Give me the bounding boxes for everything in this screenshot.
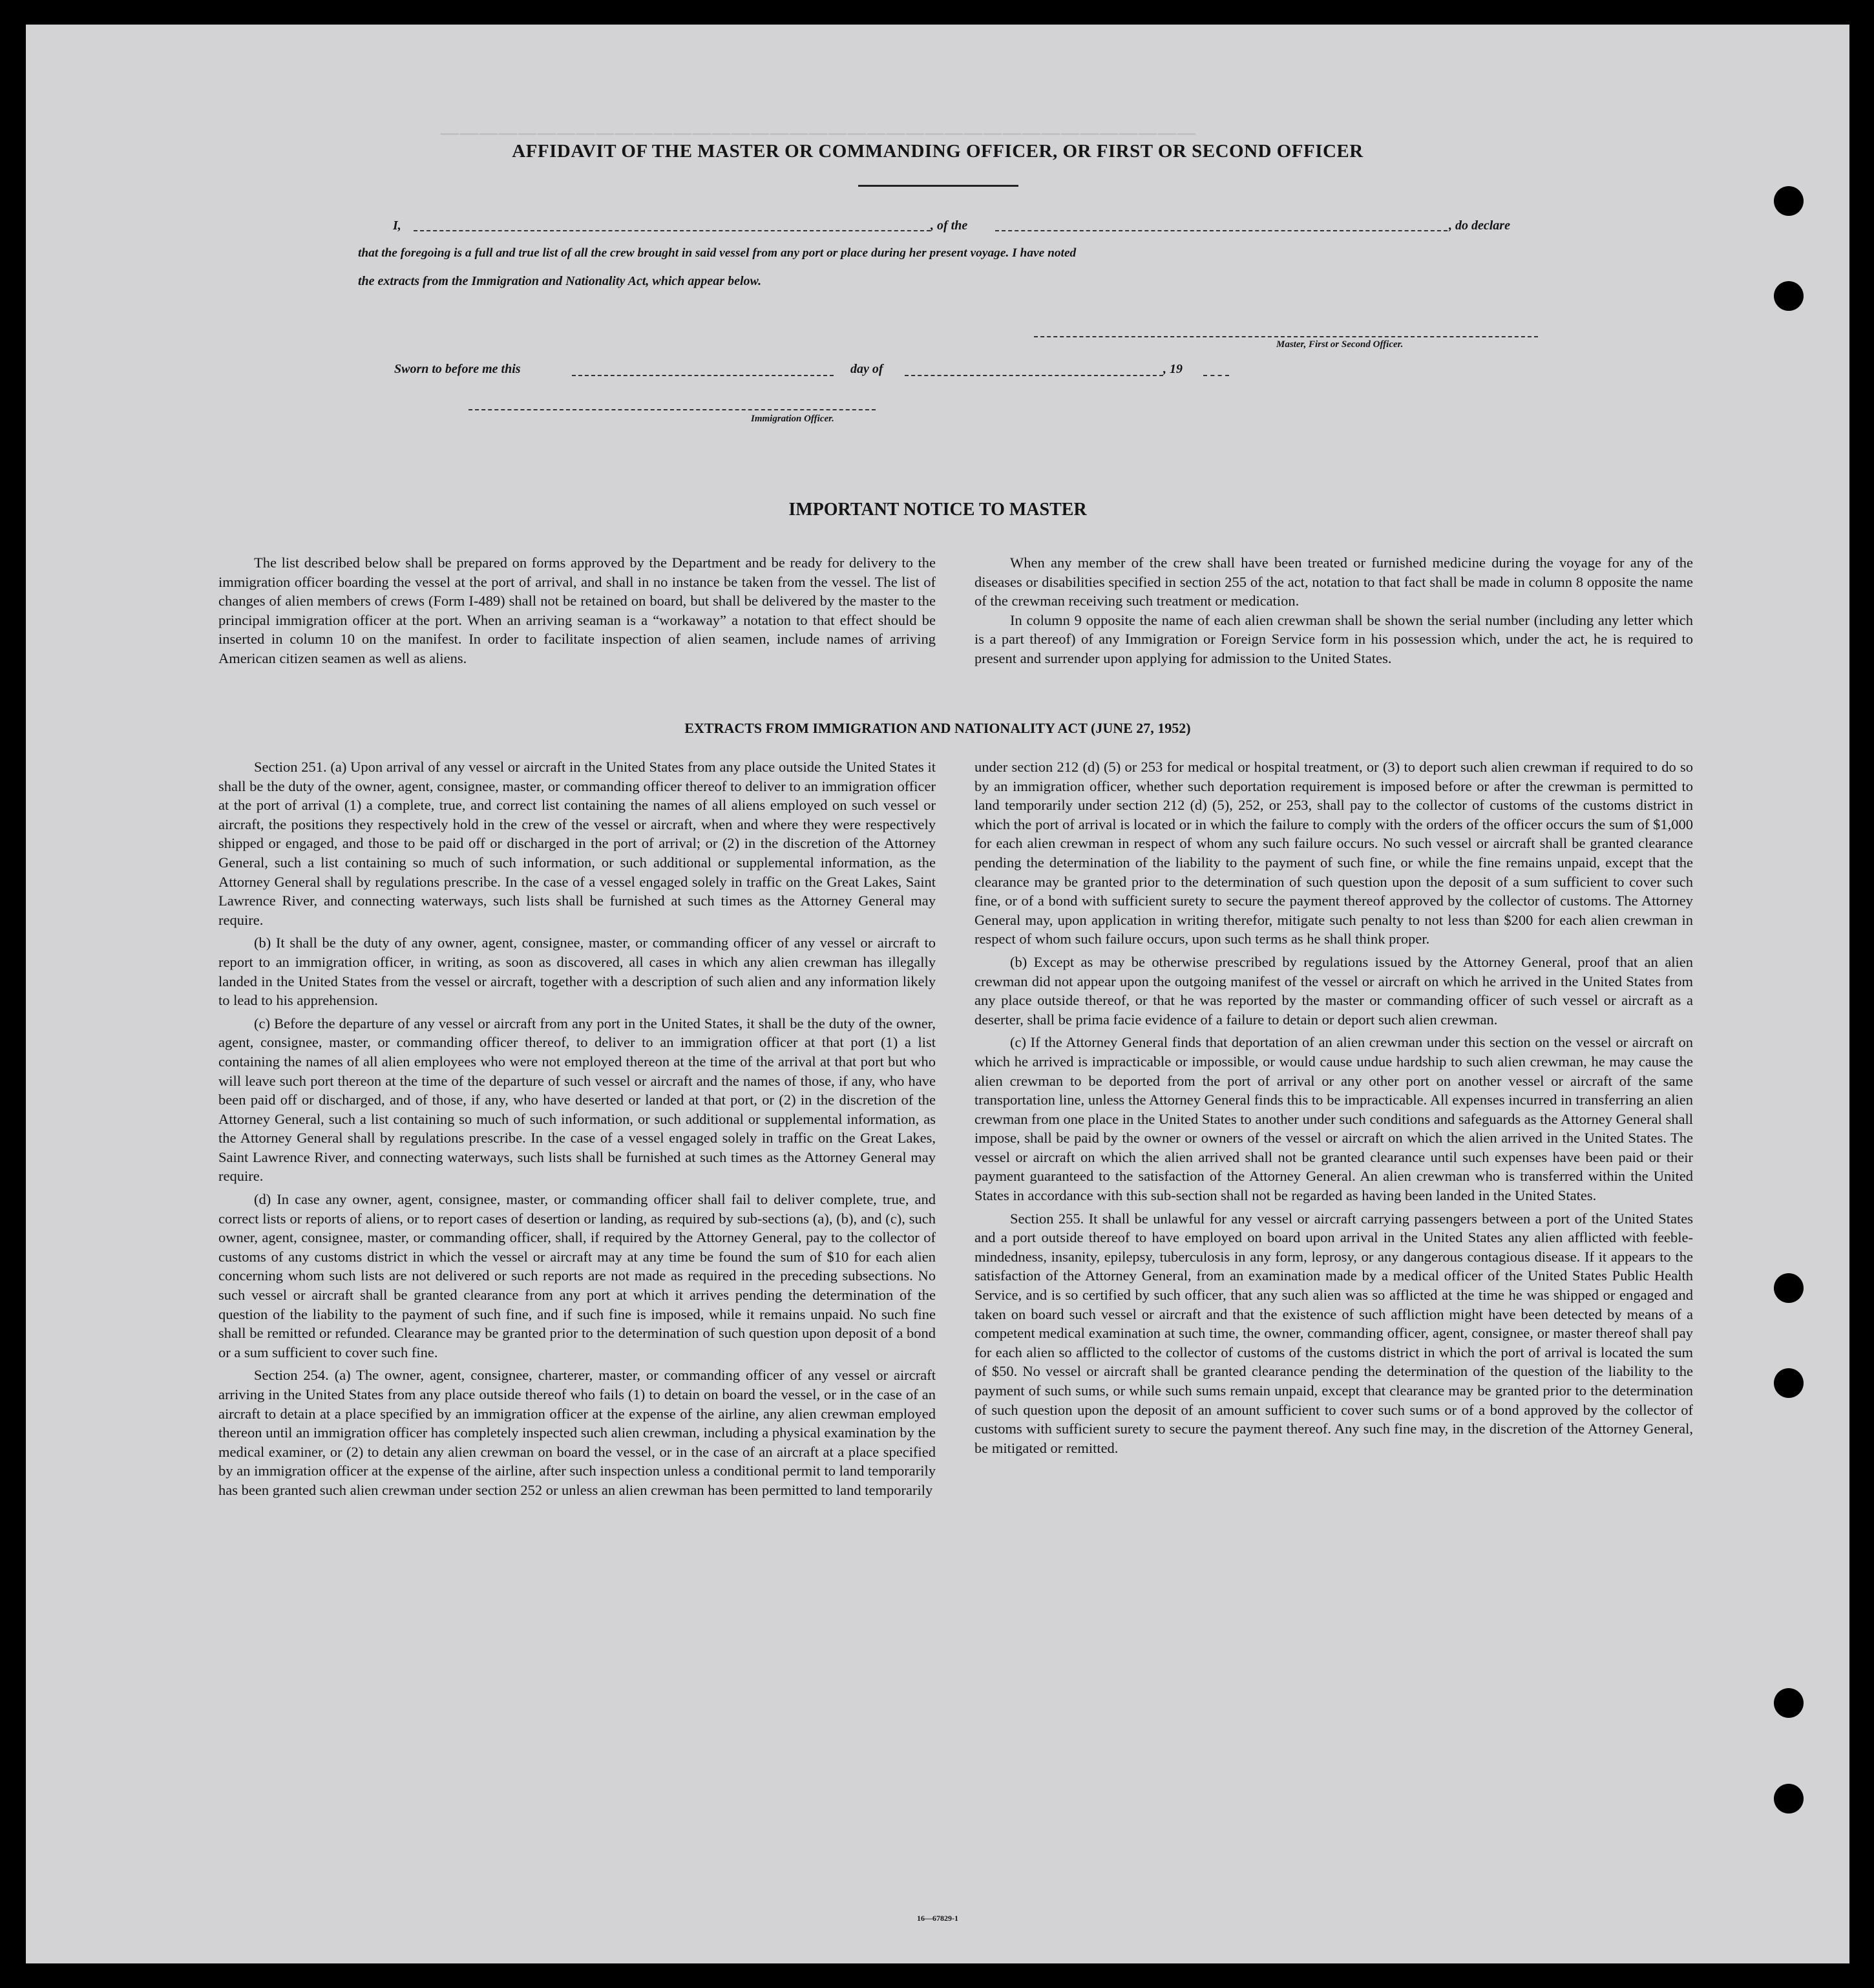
section-254-c-paragraph: (c) If the Attorney General finds that deportation of an alien crewman under this section on the vessel or aircraft on which he arrived is impracticable or impossible, or would cause undue hardship to such alien crewman, he may cause the alien crewman to be deported from the port of arrival or any other port on another vessel or aircraft of the same transportation line, unless the Attorney General finds this to be impracticable. All expenses incurred in transferring an alien crewman from one place in the United States to another under such conditions and safeguards as the Attorney General shall impose, shall be paid by the owner or owners of the vessel or aircraft on which the alien arrived in the United States. The vessel or aircraft on which the alien arrived shall not be granted clearance until such expenses have been paid or their payment guaranteed to the satisfaction of the Attorney General. An alien crewman who is transferred within the United States in accordance with this sub-section shall not be regarded as having been landed in the United States. (974, 1034, 1693, 1204)
document-page (26, 25, 1849, 1963)
punch-hole-4 (1774, 1368, 1804, 1398)
day-of-label: day of (850, 362, 883, 376)
section-255-paragraph: Section 255. It shall be unlawful for any vessel or aircraft carrying passengers between a port of the United States and a port outside thereof to have employed on board upon arrival in the United States any alien afflicted with feeble-mindedness, insanity, epilepsy, tuberculosis in any form, leprosy, or any dangerous contagious disease. If it appears to the satisfaction of the Attorney General, from an examination made by a medical officer of the United States Public Health Service, and is so certified by such officer, that any such alien was so afflicted at the time he was shipped or engaged and taken on board such vessel or aircraft and that the existence of such affliction might have been detected by means of a competent medical examination at such time, the owner, commanding officer, agent, consignee, or master thereof shall pay for each alien so afflicted to the collector of customs of the customs district in which the port of arrival is located the sum of $50. No vessel or aircraft shall be granted clearance pending the determination of the question of the liability to the payment of such sums, or while such sums remain unpaid, except that clearance may be granted prior to the determination of such question upon the deposit of an amount sufficient to cover such sums or of a bond approved by the collector of customs with sufficient surety to secure the payment thereof. Any such fine may, in the discretion of the Attorney General, be mitigated or remitted. (974, 1210, 1693, 1456)
notice-right-column (974, 553, 1693, 672)
affidavit-i-label: I, (393, 218, 401, 233)
section-251-d-paragraph: (d) In case any owner, agent, consignee, master, or commanding officer shall fail to deliver complete, true, and correct lists or reports of aliens, or to report cases of desertion or landing, as required by sub-sections (a), (b), and (c), such owner, agent, consignee, master, or commanding officer, shall, if required by the Attorney General, pay to the collector of customs of any customs district in which the vessel or aircraft may at any time be found the sum of $10 for each alien concerning whom such lists are not delivered or such reports are not made as required in the preceding subsections. No such vessel or aircraft shall be granted clearance from any port at which it arrives pending the determination of the question of the liability to the payment of such fine, and if such fine is imposed, while it remains unpaid. No such fine shall be remitted or refunded. Clearance may be granted prior to the determination of such question upon deposit of a bond or a sum sufficient to cover such fine. (218, 1191, 936, 1360)
section-251-b-paragraph: (b) It shall be the duty of any owner, agent, consignee, master, or commanding officer of any vessel or aircraft to report to an immigration officer, in writing, as soon as discovered, all cases in which any alien crewman has illegally landed in the United States from the vessel or aircraft, together with a description of such alien and any information likely to lead to his apprehension. (218, 935, 936, 1009)
immigration-officer-caption: Immigration Officer. (751, 414, 834, 424)
vessel-name-line[interactable] (995, 230, 1448, 231)
affidavit-title: AFFIDAVIT OF THE MASTER OR COMMANDING OFFICER, OR FIRST OR SECOND OFFICER (512, 141, 1363, 162)
section-254-b-paragraph: (b) Except as may be otherwise prescribed by regulations issued by the Attorney General, proof that an alien crewman did not appear upon the outgoing manifest of the vessel or aircraft on which he arrived in the United States from any place outside thereof, or that he was reported by the master or commanding officer of such vessel or aircraft as a deserter, shall be prima facie evidence of a failure to detain or deport such alien crewman. (974, 953, 1693, 1028)
sworn-year-line[interactable] (1203, 375, 1229, 376)
master-signature-caption: Master, First or Second Officer. (1276, 339, 1404, 350)
declarant-name-line[interactable] (414, 230, 931, 231)
affidavit-do-declare-label: , do declare (1449, 218, 1510, 233)
punch-hole-3 (1774, 1273, 1804, 1303)
affidavit-statement-line2: that the foregoing is a full and true list of all the crew brought in said vessel from any port or place during her present voyage. I have noted (358, 246, 1077, 260)
section-251-c-paragraph: (c) Before the departure of any vessel or aircraft from any port in the United States, it shall be the duty of the owner, agent, consignee, master, or commanding officer thereof, to deliver to an immigration officer at that port (1) a list containing the names of all alien employees who were not employed thereon at the time of the arrival at that port but who will leave such port thereon at the time of the departure of such vessel or aircraft and the names of those, if any, who have been paid off or discharged, and of those, if any, who have deserted or landed at that port, or (2) in the discretion of the Attorney General, such a list containing so much of such information, or such additional or supplemental information, as the Attorney General shall by regulations prescribe. In the case of a vessel engaged solely in traffic on the Great Lakes, Saint Lawrence River, and connecting waterways, such lists shall be furnished at such times as the Attorney General may require. (218, 1015, 936, 1185)
master-signature-line[interactable] (1034, 336, 1538, 337)
section-254-a-continued-paragraph: under section 212 (d) (5) or 253 for medical or hospital treatment, or (3) to deport such alien crewman if required to do so by an immigration officer, whether such deportation requirement is imposed before or after the crewman is permitted to land temporarily under section 212 (d) (5), 252, or 253, shall pay to the collector of customs of the customs district in which the port of arrival is located or in which the failure to comply with the orders of the officer occurs the sum of $1,000 for each alien crewman in respect of whom any such failure occurs. No such vessel or aircraft shall be granted clearance pending the determination of the liability to the payment of such fine, or while the fine remains unpaid, except that the clearance may be granted prior to the determination of such question upon the deposit of a sum sufficient to cover such fine, or of a bond with sufficient surety to secure the payment thereof approved by the collector of customs. The Attorney General may, upon application in writing therefor, mitigate such penalty to not less than $200 for each alien crewman in respect of whom such failure occurs, upon such terms as he shall think proper. (974, 759, 1693, 947)
sworn-month-line[interactable] (905, 375, 1163, 376)
year-prefix-label: , 19 (1163, 362, 1183, 376)
extracts-left-column (218, 757, 936, 1504)
punch-hole-2 (1774, 281, 1804, 311)
immigration-officer-signature-line[interactable] (468, 409, 876, 410)
punch-hole-6 (1774, 1784, 1804, 1814)
notice-left-column (218, 553, 936, 672)
affidavit-of-the-label: , of the (931, 218, 968, 233)
affidavit-statement-line3: the extracts from the Immigration and Nationality Act, which appear below. (358, 274, 762, 288)
title-underline (858, 185, 1018, 187)
notice-right-paragraph-1: When any member of the crew shall have been treated or furnished medicine during the voyage for any of the diseases or disabilities specified in section 255 of the act, notation to that fact shall be made in column 8 opposite the name of the crewman receiving such treatment or medication. (974, 555, 1693, 609)
notice-right-paragraph-2: In column 9 opposite the name of each alien crewman shall be shown the serial number (including any letter which is a part thereof) of any Immigration or Foreign Service form in his possession which, under the act, he is required to present and surrender upon applying for admission to the United States. (974, 611, 1693, 666)
form-number: 16—67829-1 (917, 1914, 958, 1923)
punch-hole-1 (1774, 186, 1804, 216)
notice-title: IMPORTANT NOTICE TO MASTER (788, 500, 1087, 520)
extracts-right-column (974, 757, 1693, 1461)
section-254-a-paragraph: Section 254. (a) The owner, agent, consignee, charterer, master, or commanding officer of any vessel or aircraft arriving in the United States from any place outside thereof who fails (1) to detain on board the vessel, or in the case of an aircraft to detain at a place specified by an immigration officer at the expense of the airline, any alien crewman employed thereon until an immigration officer has completely inspected such alien crewman, including a physical examination by the medical examiner, or (2) to detain any alien crewman on board the vessel, or in the case of an aircraft at a place specified by an immigration officer at the expense of the airline, after such inspection unless a conditional permit to land temporarily has been granted such alien crewman under section 252 or unless an alien crewman has been permitted to land temporarily (218, 1367, 936, 1498)
sworn-day-line[interactable] (572, 375, 834, 376)
section-251-a-paragraph: Section 251. (a) Upon arrival of any vessel or aircraft in the United States from any place outside the United States it shall be the duty of the owner, agent, consignee, master, or commanding officer thereof to deliver to an immigration officer at the port of arrival (1) a complete, true, and correct list containing the names of all aliens employed on such vessel or aircraft, the positions they respectively hold in the crew of the vessel or aircraft, when and where they were respectively shipped or engaged, and those to be paid off or discharged in the port of arrival; or (2) in the discretion of the Attorney General, such a list containing so much of such information, or such additional or supplemental information, as the Attorney General shall by regulations prescribe. In the case of a vessel engaged solely in traffic on the Great Lakes, Saint Lawrence River, and connecting waterways, such lists shall be furnished at such times as the Attorney General may require. (218, 759, 936, 928)
notice-left-paragraph: The list described below shall be prepared on forms approved by the Department and be ready for delivery to the immigration officer boarding the vessel at the port of arrival, and shall in no instance be taken from the vessel. The list of changes of alien members of crews (Form I-489) shall not be retained on board, but shall be delivered by the master to the principal immigration officer at the port. When an arriving seaman is a “workaway” a notation to that effect should be inserted in column 10 on the manifest. In order to facilitate inspection of alien seamen, include names of arriving American citizen seamen as well as aliens. (218, 555, 936, 666)
sworn-label: Sworn to before me this (394, 362, 521, 376)
extracts-title: EXTRACTS FROM IMMIGRATION AND NATIONALITY ACT (JUNE 27, 1952) (684, 720, 1191, 736)
bleed-through-text: ——————————————————————————————————————— (439, 123, 1195, 143)
punch-hole-5 (1774, 1688, 1804, 1718)
